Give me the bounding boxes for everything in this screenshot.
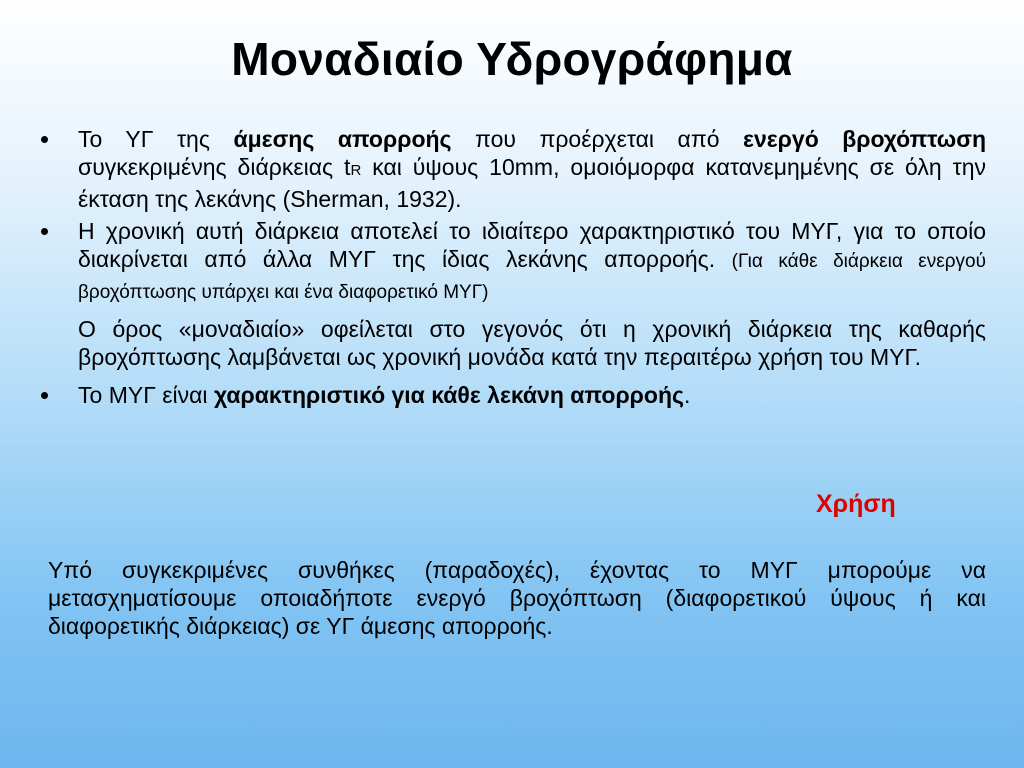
unit-explanation-paragraph: Ο όρος «μοναδιαίο» οφείλεται στο γεγονός ότι η χρονική διάρκεια της καθαρής βροχόπτωσης λαμβάνεται ως χρονική μονάδα κατά την περαιτέρω χρήση του ΜΥΓ. bbox=[78, 316, 986, 370]
section-heading-text: Χρήση bbox=[816, 490, 896, 518]
bullet-list bbox=[30, 125, 986, 413]
bullet-text: και ύψους 10mm, ομοιόμορφα κατανεμημένης σε όλη την έκταση της λεκάνης (Sherman, 1932). bbox=[78, 154, 987, 212]
usage-paragraph: Υπό συγκεκριμένες συνθήκες (παραδοχές), έχοντας το ΜΥΓ μπορούμε να μετασχηματίσουμε οποιαδήποτε ενεργό βροχόπτωση (διαφορετικού ύψους ή και διαφορετικής διάρκειας) σε ΥΓ άμεσης απορροής. bbox=[48, 557, 986, 639]
bullet-text: Η χρονική αυτή διάρκεια αποτελεί το ιδιαίτερο χαρακτηριστικό του ΜΥΓ, για το οποίο διακρίνεται από άλλα ΜΥΓ της ίδιας λεκάνης απορροής. bbox=[78, 218, 986, 272]
bullet-definition bbox=[30, 125, 986, 213]
bullet-characteristic bbox=[30, 381, 986, 409]
bullet-bold-text: ενεργό βροχόπτωση bbox=[743, 126, 987, 152]
bullet-text: . bbox=[683, 382, 691, 408]
bullet-text: που προέρχεται από bbox=[451, 126, 744, 152]
bullet-dot-icon bbox=[41, 136, 48, 143]
subscript-r: R bbox=[350, 162, 362, 179]
bullet-text: Το ΜΥΓ είναι bbox=[78, 382, 214, 408]
slide-title: Μοναδιαίο Υδρογράφημα bbox=[231, 33, 793, 85]
bullet-text: συγκεκριμένης διάρκειας t bbox=[78, 154, 351, 180]
bullet-dot-icon bbox=[41, 392, 48, 399]
bullet-bold-text: άμεσης απορροής bbox=[233, 126, 452, 152]
bullet-text: Το ΥΓ της bbox=[78, 126, 234, 152]
bullet-note: (Για κάθε διάρκεια ενεργού βροχόπτωσης υπάρχει και ένα διαφορετικό ΜΥΓ) bbox=[78, 251, 987, 303]
bullet-duration bbox=[30, 217, 986, 307]
bullet-dot-icon bbox=[41, 228, 48, 235]
bullet-bold-text: χαρακτηριστικό για κάθε λεκάνη απορροής bbox=[213, 382, 684, 408]
section-heading bbox=[0, 490, 926, 519]
